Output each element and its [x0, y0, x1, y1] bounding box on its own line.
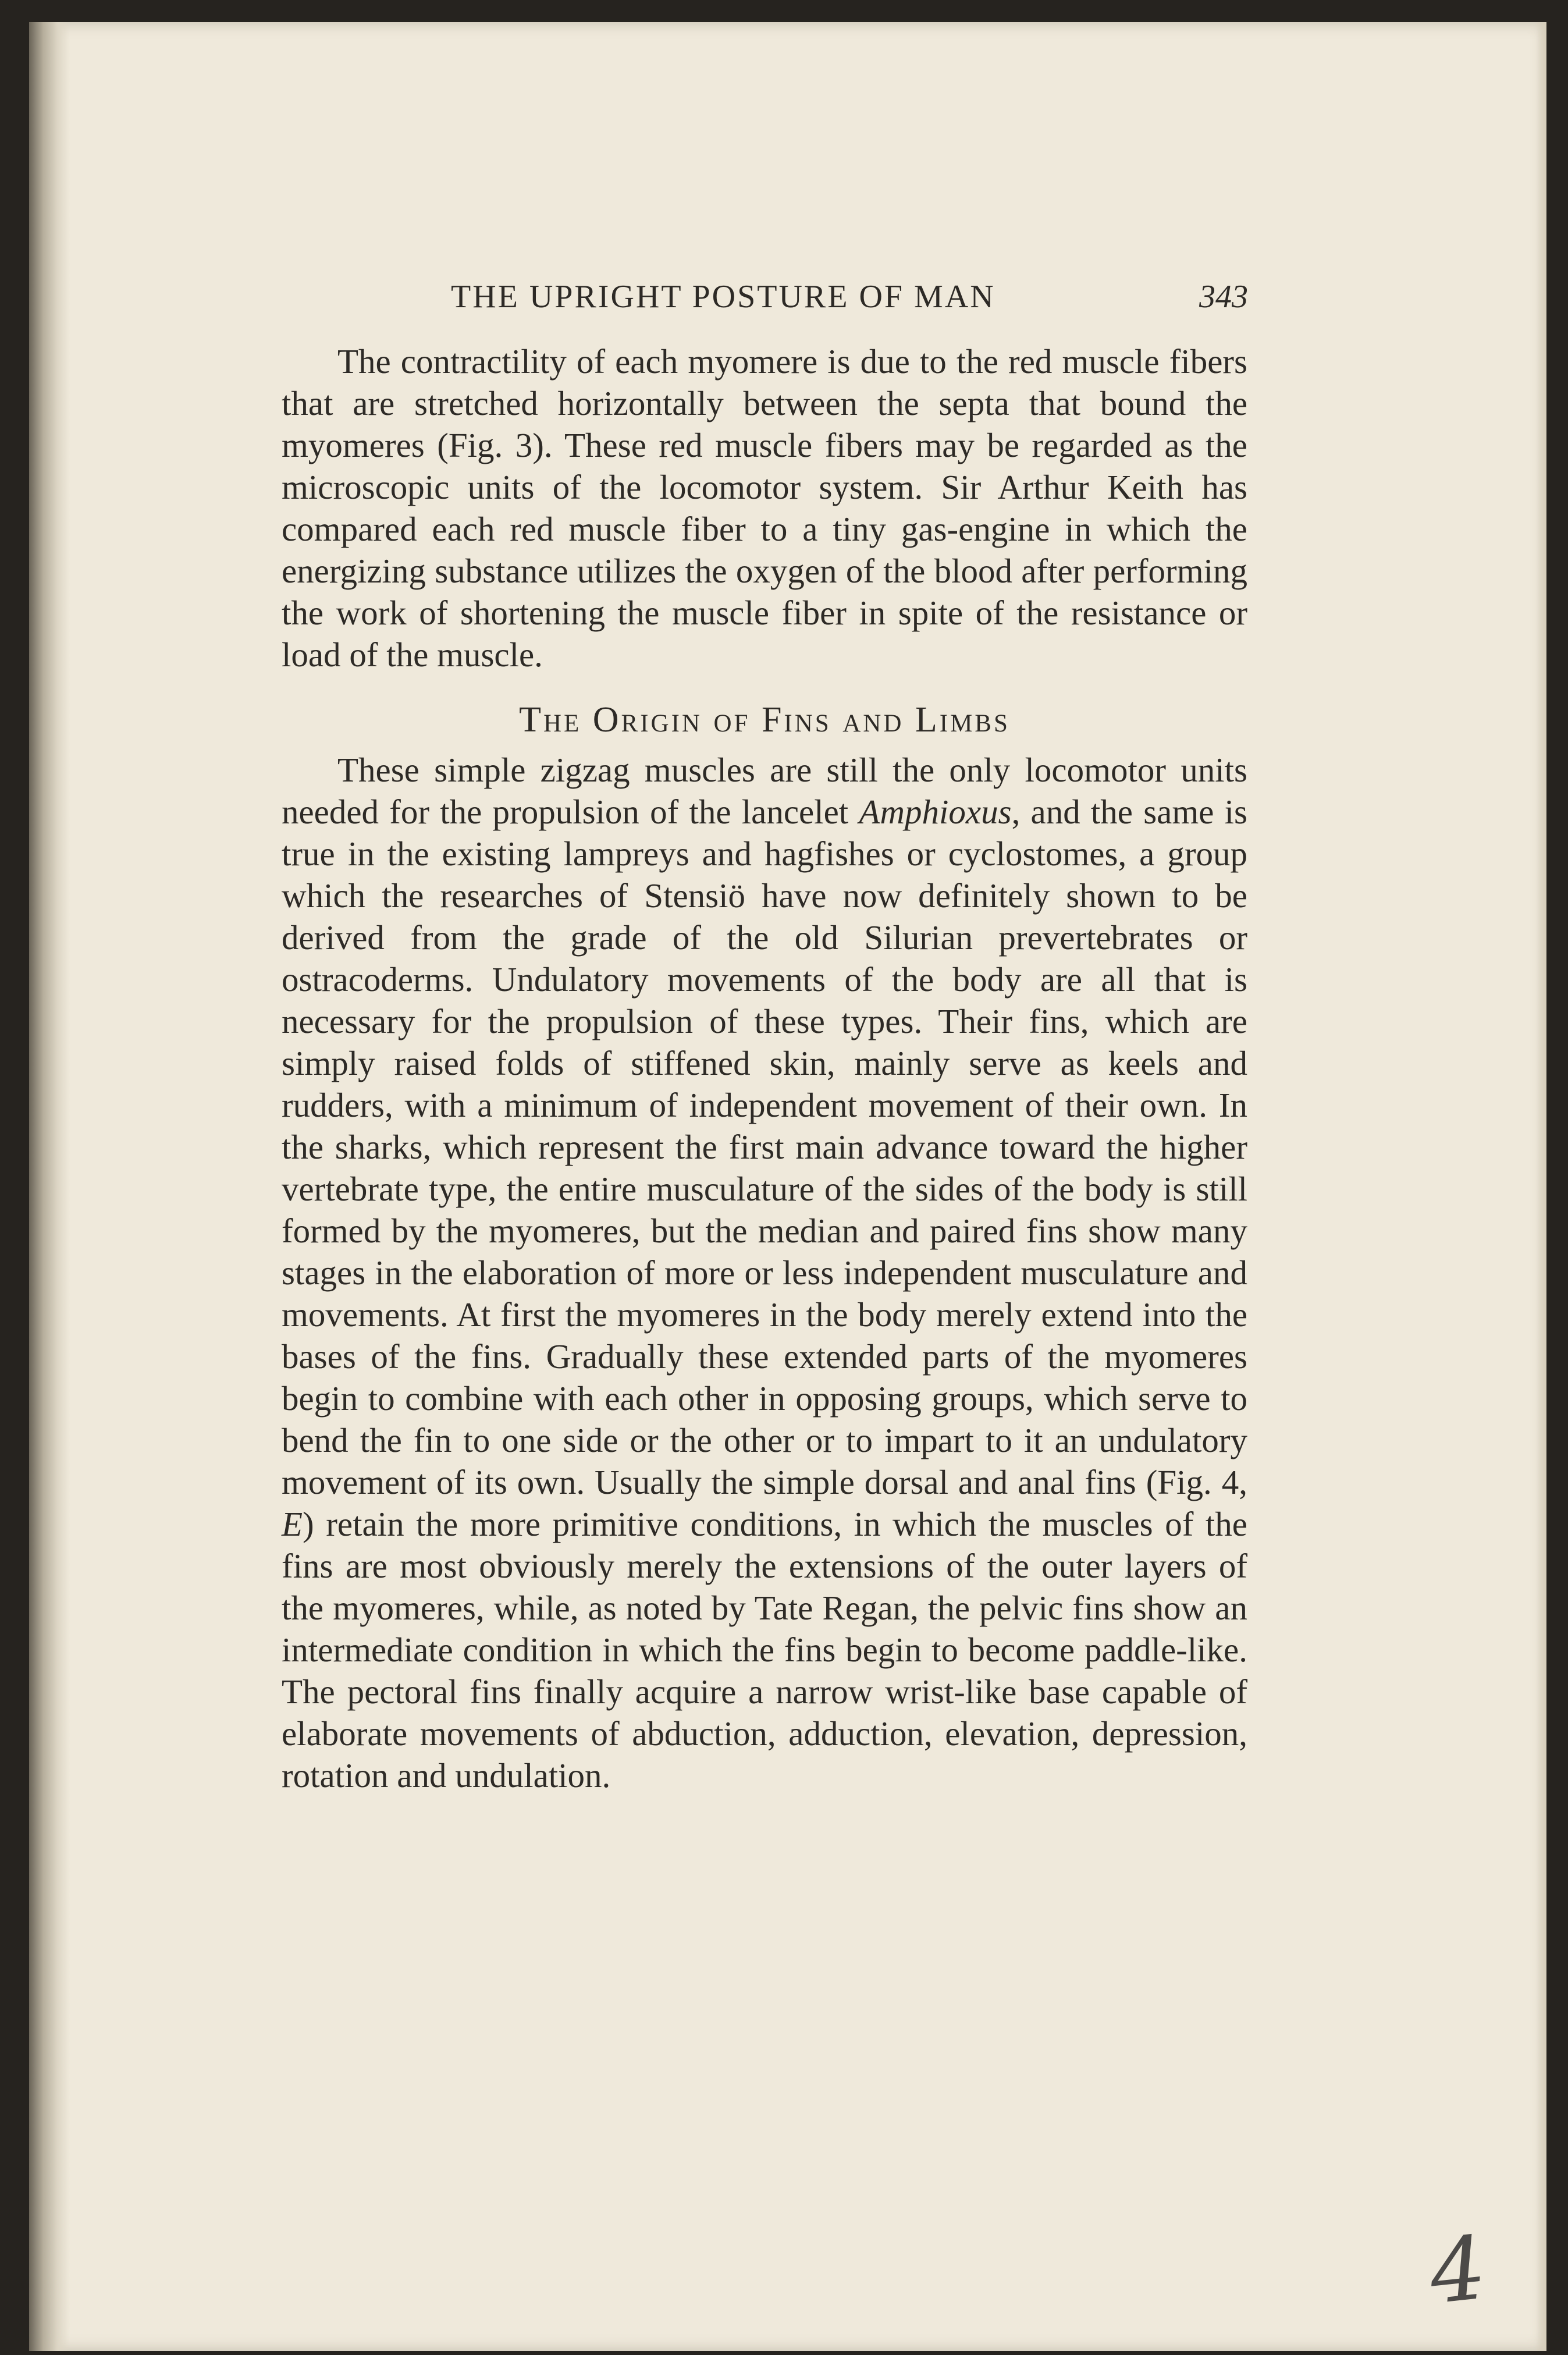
- paragraph-text-part-3: ) retain the more primitive conditions, in which the muscles of the fins are most obviously merely the extensions of the outer layers of the myomeres, while, as noted by Tate Regan, the pelvic fins show an intermediate condition in which the fins begin to become paddle-like. The pectoral fins finally acquire a narrow wrist-like base capable of elaborate movements of abduction, adduction, elevation, depression, rotation and undulation.: [282, 1505, 1247, 1795]
- body-text: [282, 340, 1247, 1796]
- page-edge: [1536, 22, 1546, 2351]
- running-title: THE UPRIGHT POSTURE OF MAN: [451, 279, 995, 315]
- paragraph-text-part-2: , and the same is true in the existing lampreys and hagfishes or cyclostomes, a group which the researches of Stensiö have now definitely shown to be derived from the grade of the old Silurian prevertebrates or ostracoderms. Undulatory movements of the body are all that is necessary for the propulsion of these types. Their fins, which are simply raised folds of stiffened skin, mainly serve as keels and rudders, with a minimum of independent movement of their own. In the sharks, which represent the first main advance toward the higher vertebrate type, the entire musculature of the sides of the body is still formed by the myomeres, but the median and paired fins show many stages in the elaboration of more or less independent musculature and movements. At first the myomeres in the body merely extend into the bases of the fins. Gradually these extended parts of the myomeres begin to combine with each other in opposing groups, which serve to bend the fin to one side or the other or to impart to it an undulatory movement of its own. Usually the simple dorsal and anal fins (Fig. 4,: [282, 793, 1247, 1501]
- italic-genus-name: Amphioxus: [859, 793, 1012, 831]
- running-header: [428, 273, 1248, 326]
- page-number: 343: [1199, 279, 1248, 315]
- italic-figure-letter: E: [282, 1505, 303, 1543]
- paragraph-text-part-1: These simple zigzag muscles are still the only locomotor units needed for the propulsion of the lancelet: [282, 751, 1247, 831]
- handwritten-page-mark: 4: [1425, 2217, 1491, 2324]
- paragraph-muscle-fibers: The contractility of each myomere is due to the red muscle fibers that are stretched horizontally between the septa that bound the myomeres (Fig. 3). These red muscle fibers may be regarded as the microscopic units of the locomotor system. Sir Arthur Keith has compared each red muscle fiber to a tiny gas-engine in which the energizing substance utilizes the oxygen of the blood after performing the work of shortening the muscle fiber in spite of the resistance or load of the muscle.: [282, 342, 1247, 674]
- paragraph-origin-of-fins: [282, 749, 1247, 1796]
- section-heading: The Origin of Fins and Limbs: [519, 700, 1010, 740]
- page-gutter-shadow: [29, 22, 70, 2351]
